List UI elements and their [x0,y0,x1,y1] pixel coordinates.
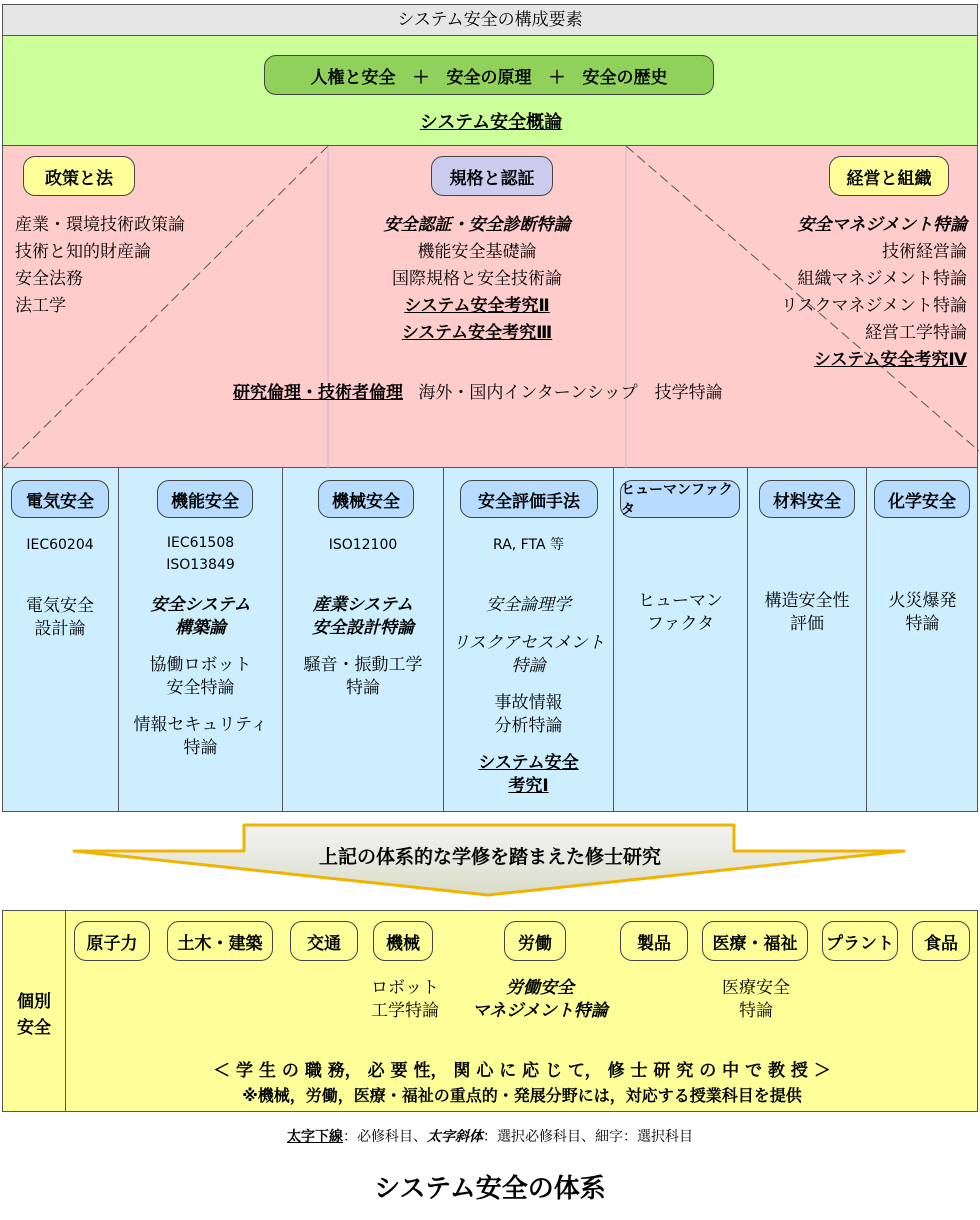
labor-course-line: マネジメント特論 [472,1001,608,1021]
mechanical-course: 安全設計特論 [312,618,414,638]
ethics-course: 研究倫理・技術者倫理 [233,383,403,403]
labor-course-line: 労働安全 [506,978,574,998]
teaching-note-text: ＜ 学 生 の 職 務， 必 要 性， 関 心 に 応 じ て， 修 士 研 究 の 中 で 教 授 ＞ [213,1061,831,1081]
standards-list [328,212,626,347]
field-label: プラント [826,933,894,954]
field-transport [290,921,358,961]
focus-note [66,1083,978,1106]
legend-elective-required: 太字斜体 [427,1129,483,1145]
assessment-course: 安全論理学 [486,595,571,615]
functional-course: 協働ロボット [149,655,252,675]
functional-course: 安全特論 [166,678,235,698]
chemical-course: 特論 [905,614,940,634]
policy-item: 安全法務 [15,269,83,289]
management-item: 技術経営論 [882,242,967,262]
column-mechanical [283,468,444,812]
arrow-label: 上記の体系的な学修を踏まえた修士研究 [318,846,661,868]
policy-item: 技術と知的財産論 [15,242,151,262]
standards-item: 安全認証・安全診断特論 [383,215,571,235]
chemical-label: 化学安全 [888,491,956,512]
chemical-pill [874,480,970,518]
field-label: 原子力 [86,933,138,954]
column-chemical [867,468,978,812]
robot-course-line: ロボット [371,978,439,998]
legend-required: 太字下線 [287,1129,343,1145]
chemical-course: 火災爆発 [888,591,957,611]
human-factors-label: ヒューマンファクタ [621,482,733,518]
other-common-courses: 海外・国内インターンシップ 技学特論 [418,383,723,403]
policy-pill [23,156,135,196]
column-material [748,468,867,812]
field-label: 労働 [518,933,552,954]
functional-label: 機能安全 [171,491,239,512]
assessment-course: 分析特論 [494,716,563,736]
assessment-pill [460,480,598,518]
electrical-label: 電気安全 [26,491,94,512]
field-label: 医療・福祉 [712,933,798,954]
medical-course [700,977,812,1023]
functional-course: 構築論 [175,618,226,638]
management-label: 経営と組織 [846,168,932,189]
arrow-text [240,842,740,869]
assessment-label: 安全評価手法 [478,491,580,512]
field-labor [504,921,566,961]
individual-side [2,910,66,1112]
material-label: 材料安全 [773,491,841,512]
mechanical-course: 特論 [346,678,380,698]
electrical-course: 設計論 [34,619,86,639]
legend-required-desc: ：必修科目、 [343,1129,427,1145]
focus-note-text: ※機械，労働，医療・福祉の重点的・発展分野には，対応する授業科目を提供 [242,1086,802,1105]
teaching-note [66,1056,978,1081]
electrical-standard: IEC60204 [26,537,94,553]
standards-item: システム安全考究Ⅱ [404,296,550,316]
field-plant [822,921,898,961]
mechanical-course: 産業システム [312,595,414,615]
diagram-title [0,1168,980,1205]
standards-item: システム安全考究Ⅲ [401,323,553,343]
functional-course: 安全システム [150,595,251,615]
column-electrical [2,468,119,812]
management-item: システム安全考究Ⅳ [814,350,967,370]
field-food [912,921,970,961]
field-civil [167,921,273,961]
functional-standard: ISO13849 [166,557,235,573]
assessment-course: 考究Ⅰ [508,776,549,796]
labor-course [455,977,625,1023]
material-pill [759,480,855,518]
assessment-course: 特論 [511,656,546,676]
material-course: 構造安全性 [764,591,850,611]
individual-side-label: 安全 [17,1018,51,1038]
field-label: 交通 [307,933,341,954]
field-nuclear [74,921,150,961]
legend [0,1126,980,1146]
medical-course-line: 医療安全 [722,978,790,998]
standards-pill [431,156,553,196]
column-assessment [444,468,614,812]
foundation-pill-text: 人権と安全 ＋ 安全の原理 ＋ 安全の歴史 [310,67,668,88]
standards-item: 機能安全基礎論 [417,242,537,262]
human-factors-course: ファクタ [646,614,715,634]
policy-label: 政策と法 [45,168,113,189]
functional-course: 情報セキュリティ [133,715,268,735]
electrical-pill [11,480,109,518]
management-item: リスクマネジメント特論 [780,296,967,316]
mechanical-pill [318,480,414,518]
field-machinery [373,921,433,961]
column-human-factors [614,468,748,812]
legend-elective-desc: ：選択必修科目、細字：選択科目 [483,1129,693,1145]
assessment-course: 事故情報 [494,693,563,713]
assessment-course: リスクアセスメント [452,633,605,653]
policy-list [15,212,315,320]
functional-standard: IEC61508 [166,535,235,551]
field-label: 製品 [637,933,671,954]
management-pill [829,156,949,196]
intro-course [3,108,979,134]
functional-course: 特論 [183,738,218,758]
management-list [643,212,967,374]
standards-item: 国際規格と安全技術論 [392,269,562,289]
human-factors-course: ヒューマン [638,591,723,611]
assessment-course: システム安全 [478,753,579,773]
functional-pill [157,480,253,518]
electrical-course: 電気安全 [26,596,94,616]
field-label: 土木・建築 [177,933,263,954]
foundation-section [2,36,978,146]
material-course: 評価 [790,614,824,634]
mechanical-label: 機械安全 [332,491,400,512]
header-bar [2,4,978,36]
policy-item: 法工学 [15,296,66,316]
mechanical-course: 騒音・振動工学 [303,655,423,675]
robot-course [345,977,465,1023]
field-medical [702,921,808,961]
field-products [620,921,688,961]
human-factors-pill [620,480,740,518]
management-item: 安全マネジメント特論 [797,215,967,235]
common-courses [233,378,833,403]
mechanical-standard: ISO12100 [328,537,398,553]
management-item: 経営工学特論 [865,323,967,343]
column-functional [119,468,283,812]
robot-course-line: 工学特論 [371,1001,439,1021]
field-label: 機械 [386,933,420,954]
assessment-standard: RA, FTA 等 [493,537,564,553]
diagram-title-text: システム安全の体系 [374,1174,606,1204]
management-item: 組織マネジメント特論 [797,269,967,289]
field-label: 食品 [924,933,958,954]
standards-label: 規格と認証 [449,168,535,189]
individual-side-label: 個別 [17,992,51,1012]
foundation-pill [264,55,714,95]
medical-course-line: 特論 [739,1001,773,1021]
header-title: システム安全の構成要素 [397,10,583,30]
policy-item: 産業・環境技術政策論 [15,215,185,235]
pink-section [2,146,978,468]
intro-course-text: システム安全概論 [419,112,563,133]
